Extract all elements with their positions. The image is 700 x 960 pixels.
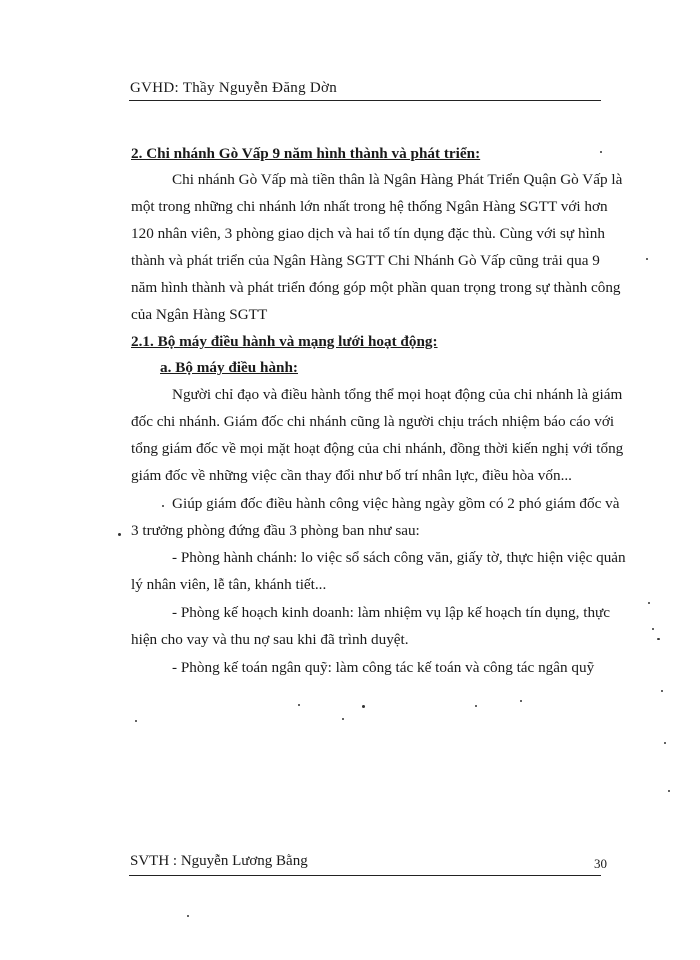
para1-line-4: thành và phát triển của Ngân Hàng SGTT Chi Nhánh Gò Vấp cũng trải qua 9 — [131, 252, 600, 269]
item1-line-2: lý nhân viên, lễ tân, khánh tiết... — [131, 576, 327, 593]
para1-line-5: năm hình thành và phát triển đóng góp một phần quan trọng trong sự thành công — [131, 279, 621, 296]
scan-speck — [520, 700, 522, 702]
para1-line-3: 120 nhân viên, 3 phòng giao dịch và hai tổ tín dụng đặc thù. Cùng với sự hình — [131, 225, 605, 242]
page-footer: SVTH : Nguyễn Lương Bằng — [130, 853, 308, 869]
scan-speck — [600, 151, 602, 153]
page-header: GVHD: Thầy Nguyễn Đăng Dờn — [130, 80, 338, 96]
para1-line-2: một trong những chi nhánh lớn nhất trong hệ thống Ngân Hàng SGTT với hơn — [131, 198, 608, 215]
para1-line-6: của Ngân Hàng SGTT — [131, 306, 268, 323]
page-number: 30 — [594, 856, 607, 871]
scan-speck — [187, 915, 189, 917]
scan-speck — [661, 690, 663, 692]
para2-line-2: đốc chi nhánh. Giám đốc chi nhánh cũng là người chịu trách nhiệm báo cáo với — [131, 413, 615, 430]
item1-line-1: - Phòng hành chánh: lo việc sổ sách công văn, giấy tờ, thực hiện việc quản — [172, 549, 626, 566]
footer-rule — [129, 875, 601, 876]
scan-speck — [657, 638, 660, 640]
scan-speck — [298, 704, 300, 706]
scan-speck — [162, 505, 164, 507]
item2-line-2: hiện cho vay và thu nợ sau khi đã trình duyệt. — [131, 631, 409, 648]
scan-speck — [668, 790, 670, 792]
scan-speck — [664, 742, 666, 744]
item3-line-1: - Phòng kế toán ngân quỹ: làm công tác kế toán và công tác ngân quỹ — [172, 659, 595, 676]
scan-speck — [652, 628, 654, 630]
para3-line-2: 3 trưởng phòng đứng đầu 3 phòng ban như sau: — [131, 522, 420, 539]
para2-line-4: giám đốc về những việc cần thay đổi như bố trí nhân lực, điều hòa vốn... — [131, 467, 572, 484]
section-heading: 2. Chi nhánh Gò Vấp 9 năm hình thành và phát triển: — [131, 145, 481, 162]
scan-speck — [118, 533, 121, 536]
subsection-heading: 2.1. Bộ máy điều hành và mạng lưới hoạt động: — [131, 333, 438, 350]
scan-speck — [342, 718, 344, 720]
scan-speck — [135, 720, 137, 722]
para1-line-1: Chi nhánh Gò Vấp mà tiền thân là Ngân Hàng Phát Triển Quận Gò Vấp là — [172, 171, 623, 188]
para3-line-1: Giúp giám đốc điều hành công việc hàng ngày gồm có 2 phó giám đốc và — [172, 495, 620, 512]
header-rule — [129, 100, 601, 101]
subsubsection-heading: a. Bộ máy điều hành: — [160, 359, 298, 376]
para2-line-1: Người chỉ đạo và điều hành tổng thể mọi hoạt động của chi nhánh là giám — [172, 386, 623, 403]
scan-speck — [646, 258, 648, 260]
item2-line-1: - Phòng kế hoạch kinh doanh: làm nhiệm vụ lập kế hoạch tín dụng, thực — [172, 604, 611, 621]
scan-speck — [362, 705, 365, 708]
scan-speck — [475, 705, 477, 707]
para2-line-3: tổng giám đốc về mọi mặt hoạt động của chi nhánh, đồng thời kiến nghị với tổng — [131, 440, 624, 457]
scan-speck — [648, 602, 650, 604]
